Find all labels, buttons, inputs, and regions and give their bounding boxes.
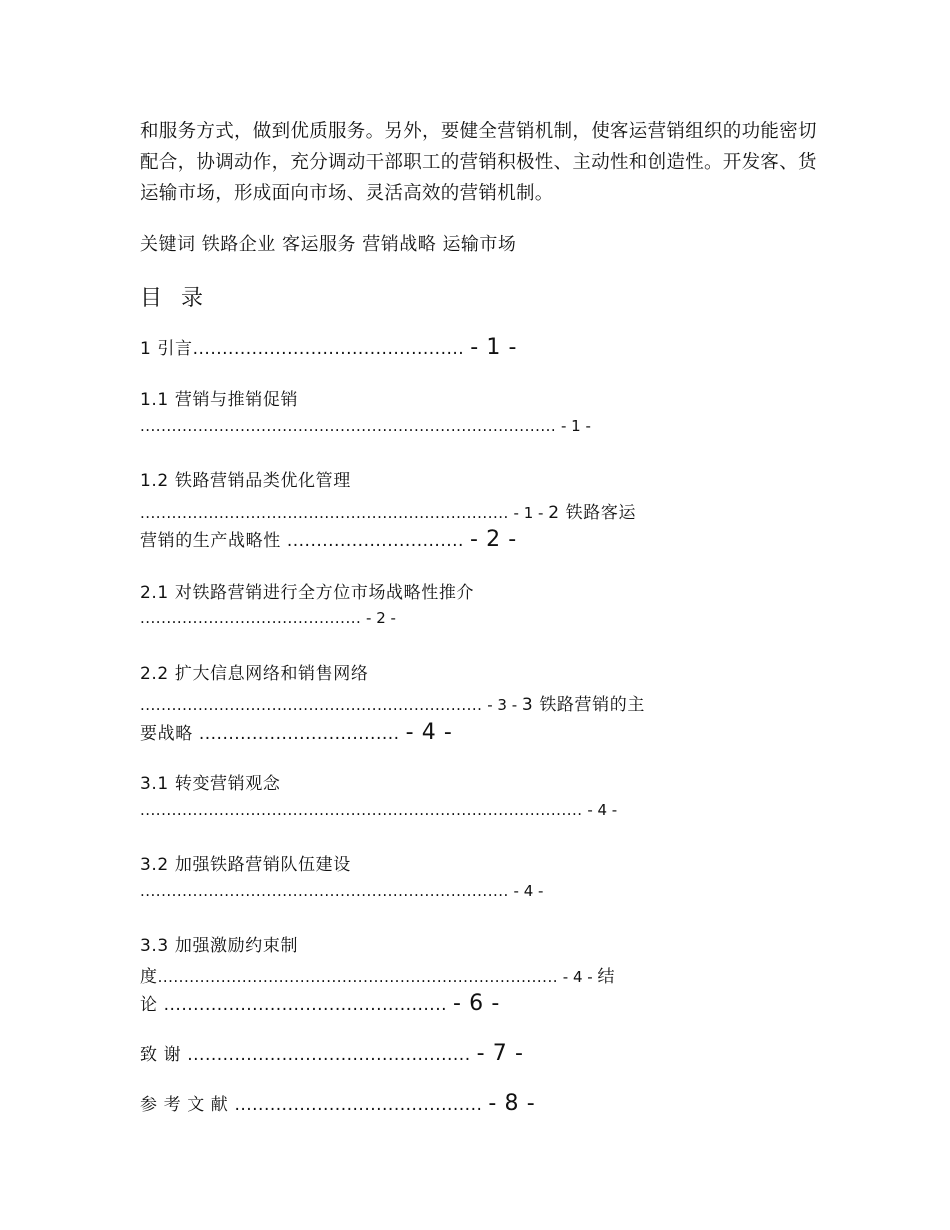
toc-leader-dots: .................................................................................... xyxy=(140,801,583,819)
toc-entry-3-1-leader xyxy=(140,801,617,819)
toc-entry-label: 论 xyxy=(140,995,158,1015)
keywords-line xyxy=(140,230,516,256)
toc-entry-label: 要战略 xyxy=(140,724,193,744)
toc-page-number: - 1 - xyxy=(560,417,591,435)
toc-entry-2-1-leader xyxy=(140,609,396,627)
toc-entry-references[interactable] xyxy=(140,1090,535,1116)
toc-page-number: - 4 - xyxy=(513,882,544,900)
toc-entry-1[interactable] xyxy=(140,334,517,360)
toc-page-number: - 6 - xyxy=(453,991,500,1016)
toc-entry-1-2-title[interactable]: 1.2 铁路营销品类优化管理 xyxy=(140,471,351,491)
toc-page-number: - 4 - xyxy=(587,801,618,819)
toc-entry-1-1-title[interactable]: 1.1 营销与推销促销 xyxy=(140,390,299,410)
keyword-1: 铁路企业 xyxy=(201,234,276,255)
toc-entry-2-2-leader xyxy=(140,690,645,715)
toc-leader-dots: .................................. xyxy=(198,724,400,744)
toc-page-number: - 1 - xyxy=(513,504,544,522)
toc-page-number: - 2 - xyxy=(469,527,517,552)
toc-page-number: - 4 - xyxy=(405,720,453,745)
keywords-label: 关键词 xyxy=(140,234,196,255)
toc-page-number: - 7 - xyxy=(476,1041,524,1066)
toc-entry-label: 度 xyxy=(140,967,158,987)
toc-entry-3-2-title[interactable]: 3.2 加强铁路营销队伍建设 xyxy=(140,855,351,875)
toc-entry-3-title-start[interactable]: 3 铁路营销的主 xyxy=(521,695,645,715)
keyword-2: 客运服务 xyxy=(281,234,356,255)
toc-entry-3-3-title[interactable]: 3.3 加强激励约束制 xyxy=(140,936,299,956)
toc-leader-dots: ................................................ xyxy=(187,1045,471,1065)
toc-entry-label: 致 谢 xyxy=(140,1045,182,1065)
toc-entry-label: 1 引言 xyxy=(140,339,193,359)
toc-leader-dots: .......................................... xyxy=(234,1095,483,1115)
toc-leader-dots: ...................................................................... xyxy=(140,504,509,522)
keyword-3: 营销战略 xyxy=(362,234,437,255)
toc-entry-conclusion-start[interactable]: 结 xyxy=(597,967,616,987)
toc-leader-dots: .......................................... xyxy=(140,609,362,627)
toc-entry-1-1-leader xyxy=(140,417,591,435)
toc-entry-label: 参 考 文 献 xyxy=(140,1095,229,1115)
toc-entry-conclusion-cont[interactable] xyxy=(140,990,500,1016)
toc-page-number: - 8 - xyxy=(488,1091,536,1116)
toc-entry-2-2-title[interactable]: 2.2 扩大信息网络和销售网络 xyxy=(140,664,369,684)
toc-entry-2-cont[interactable] xyxy=(140,526,517,552)
toc-leader-dots: ............................................................................... xyxy=(140,417,557,435)
toc-entry-acknowledgement[interactable] xyxy=(140,1040,524,1066)
toc-entry-3-2-leader xyxy=(140,882,543,900)
toc-entry-3-1-title[interactable]: 3.1 转变营销观念 xyxy=(140,774,281,794)
toc-title: 目 录 xyxy=(140,286,209,311)
toc-leader-dots: .............................. xyxy=(286,531,464,551)
toc-leader-dots: ................................................ xyxy=(163,995,448,1015)
toc-entry-2-title-start[interactable]: 2 铁路客运 xyxy=(548,503,637,523)
toc-leader-dots: ...................................................................... xyxy=(140,882,509,900)
toc-leader-dots: ............................................................................ xyxy=(157,968,558,986)
toc-entry-3-cont[interactable] xyxy=(140,719,452,745)
toc-entry-label: 营销的生产战略性 xyxy=(140,531,281,551)
toc-entry-2-1-title[interactable]: 2.1 对铁路营销进行全方位市场战略性推介 xyxy=(140,583,475,603)
toc-leader-dots: ................................................................. xyxy=(140,696,483,714)
toc-page-number: - 2 - xyxy=(366,609,396,627)
toc-entry-3-3-leader xyxy=(140,962,615,987)
toc-page-number: - 3 - xyxy=(487,696,518,714)
abstract-paragraph: 和服务方式，做到优质服务。另外，要健全营销机制，使客运营销组织的功能密切配合，协调动作，充分调动干部职工的营销积极性、主动性和创造性。开发客、货运输市场，形成面向市场、灵活高效的营销机制。 xyxy=(140,121,817,204)
toc-entry-1-2-leader xyxy=(140,498,636,523)
toc-page-number: - 4 - xyxy=(562,968,593,986)
toc-leader-dots: .............................................. xyxy=(192,339,465,359)
keyword-4: 运输市场 xyxy=(442,234,517,255)
toc-page-number: - 1 - xyxy=(470,335,518,360)
